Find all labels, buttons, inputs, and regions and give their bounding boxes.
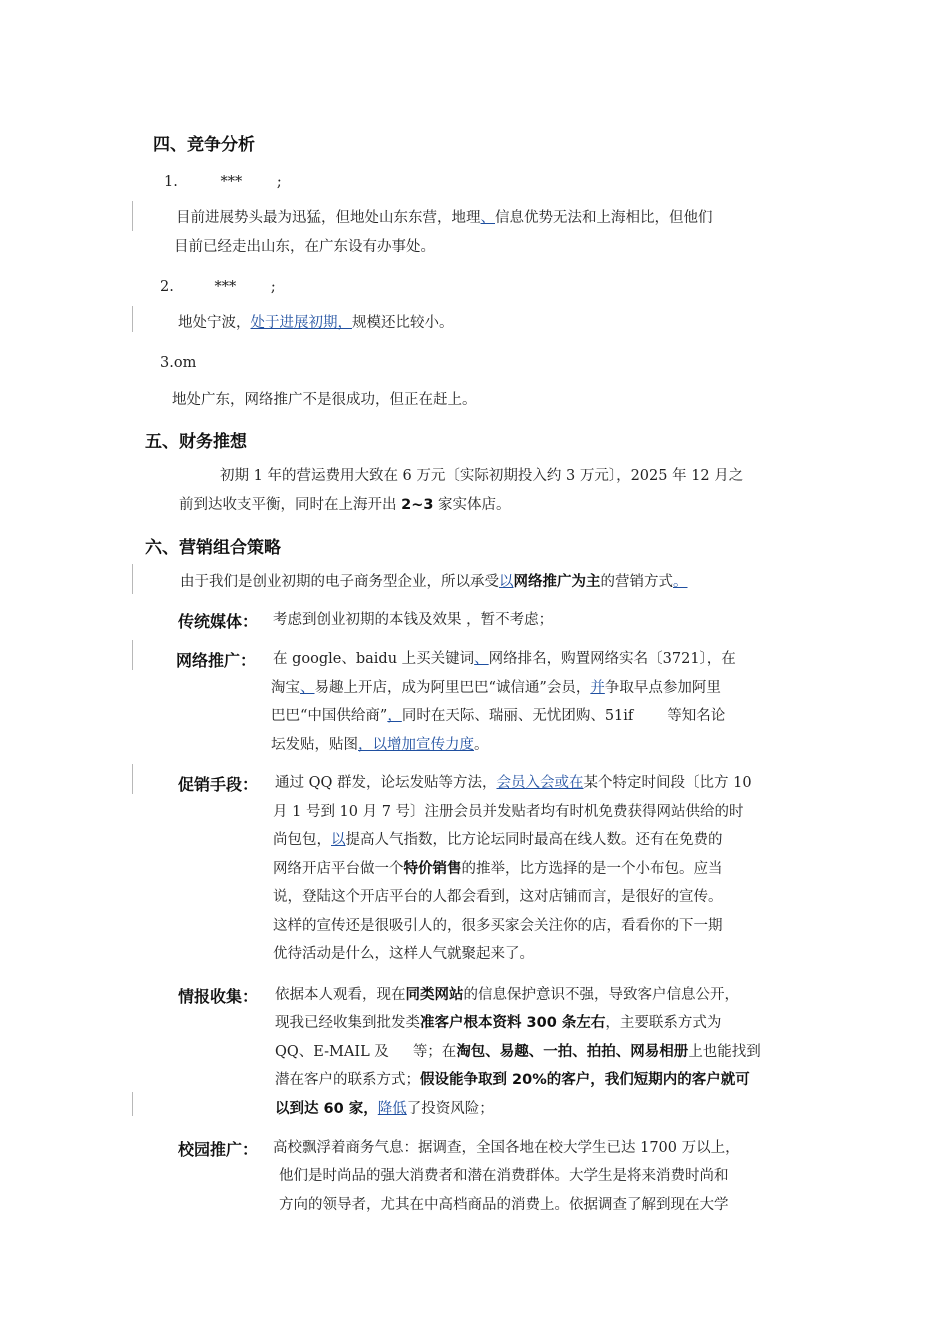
network-line4: 坛发贴，贴图，以增加宣传力度。 xyxy=(271,737,489,753)
promo-line2: 月 1 号到 10 月 7 号〕注册会员并发贴者均有时机免费获得网站供给的时 xyxy=(273,804,744,820)
link-mark[interactable]: 。 xyxy=(673,574,688,590)
link-mark[interactable]: 、 xyxy=(480,210,495,226)
intel-line2: 现我已经收集到批发类准客户根本资料 300 条左右，主要联系方式为 xyxy=(275,1015,722,1031)
promo-line5: 说，登陆这个开店平台的人都会看到，这对店铺而言，是很好的宣传。 xyxy=(273,889,723,905)
change-bar xyxy=(132,640,133,670)
section-heading-competition: 四、竞争分析 xyxy=(153,135,255,155)
intel-line3: QQ、E-MAIL 及 等；在淘包、易趣、一拍、拍拍、网易相册上也能找到 xyxy=(275,1044,761,1060)
link-development-stage[interactable]: 处于进展初期， xyxy=(250,315,352,331)
link-member-join[interactable]: 会员入会或在 xyxy=(496,775,584,791)
link-increase-publicity[interactable]: ，以增加宣传力度 xyxy=(358,737,474,753)
label-promotion-means: 促销手段： xyxy=(178,775,259,794)
campus-line2: 他们是时尚品的强大消费者和潜在消费群体。大学生是将来消费时尚和 xyxy=(279,1168,729,1184)
campus-line1: 高校飘浮着商务气息：据调查，全国各地在校大学生已达 1700 万以上， xyxy=(273,1140,740,1156)
network-line3: 巴巴“中国供给商”，同时在天际、瑞丽、无忧团购、51if 等知名论 xyxy=(271,708,726,724)
section-heading-marketing: 六、营销组合策略 xyxy=(145,538,281,558)
network-line1: 在 google、baidu 上买关键词、网络排名，购置网络实名〔3721〕，在 xyxy=(273,651,736,667)
change-bar xyxy=(132,201,133,231)
marketing-intro: 由于我们是创业初期的电子商务型企业，所以承受以网络推广为主的营销方式。 xyxy=(180,574,688,590)
competitor-3-header: 3.om xyxy=(160,355,197,371)
label-traditional-media: 传统媒体： xyxy=(178,612,259,631)
change-bar xyxy=(132,1092,133,1116)
label-network-promotion: 网络推广： xyxy=(176,651,257,670)
competitor-1-desc-line2: 目前已经走出山东，在广东设有办事处。 xyxy=(174,239,435,255)
label-intelligence-gathering: 情报收集： xyxy=(178,987,259,1006)
section-heading-finance: 五、财务推想 xyxy=(145,432,247,452)
competitor-number: 1. xyxy=(164,174,178,190)
link-mark[interactable]: 以 xyxy=(499,574,514,590)
intel-line1: 依据本人观看，现在同类网站的信息保护意识不强，导致客户信息公开， xyxy=(275,987,739,1003)
network-line2: 淘宝、易趣上开店，成为阿里巴巴“诚信通”会员，并争取早点参加阿里 xyxy=(271,680,721,696)
competitor-number: 2. xyxy=(160,279,174,295)
change-bar xyxy=(132,764,133,794)
promo-line4: 网络开店平台做一个特价销售的推举，比方选择的是一个小布包。应当 xyxy=(273,861,723,877)
promo-line3: 尚包包，以提高人气指数，比方论坛同时最高在线人数。还有在免费的 xyxy=(273,832,723,848)
intel-line4: 潜在客户的联系方式；假设能争取到 20%的客户，我们短期内的客户就可 xyxy=(275,1072,750,1088)
label-campus-promotion: 校园推广： xyxy=(178,1140,259,1159)
traditional-media-text: 考虑到创业初期的本钱及效果 ，暂不考虑； xyxy=(273,612,554,628)
promo-line1: 通过 QQ 群发，论坛发贴等方法，会员入会或在某个特定时间段〔比方 10 xyxy=(275,775,752,791)
competitor-2-desc: 地处宁波，处于进展初期，规模还比较小。 xyxy=(178,315,454,331)
competitor-name: *** xyxy=(220,174,243,190)
promo-line6: 这样的宣传还是很吸引人的，很多买家会关注你的店，看看你的下一期 xyxy=(273,918,723,934)
link-reduce[interactable]: 降低 xyxy=(377,1101,407,1117)
campus-line3: 方向的领导者，尤其在中高档商品的消费上。依据调查了解到现在大学 xyxy=(279,1197,729,1213)
link-mark[interactable]: 并 xyxy=(590,680,605,696)
competitor-separator: ; xyxy=(276,174,282,190)
link-mark[interactable]: 、 xyxy=(300,680,315,696)
link-mark[interactable]: ， xyxy=(387,708,402,724)
competitor-separator: ; xyxy=(270,279,276,295)
intel-line5: 以到达 60 家，降低了投资风险； xyxy=(275,1101,494,1117)
promo-line7: 优待活动是什么，这样人气就聚起来了。 xyxy=(273,946,534,962)
link-mark[interactable]: 以 xyxy=(331,832,346,848)
change-bar xyxy=(132,564,133,594)
competitor-3-desc: 地处广东，网络推广不是很成功，但正在赶上。 xyxy=(172,392,477,408)
change-bar xyxy=(132,306,133,332)
competitor-1-header xyxy=(164,172,282,192)
competitor-name: *** xyxy=(214,279,237,295)
finance-line2: 前到达收支平衡，同时在上海开出 2~3 家实体店。 xyxy=(179,497,511,513)
finance-line1: 初期 1 年的营运费用大致在 6 万元〔实际初期投入约 3 万元〕，2025 年 12 月之 xyxy=(220,468,744,484)
competitor-2-header xyxy=(160,277,276,297)
link-mark[interactable]: 、 xyxy=(474,651,489,667)
competitor-1-desc-line1: 目前进展势头最为迅猛，但地处山东东营，地理、信息优势无法和上海相比，但他们 xyxy=(176,210,713,226)
